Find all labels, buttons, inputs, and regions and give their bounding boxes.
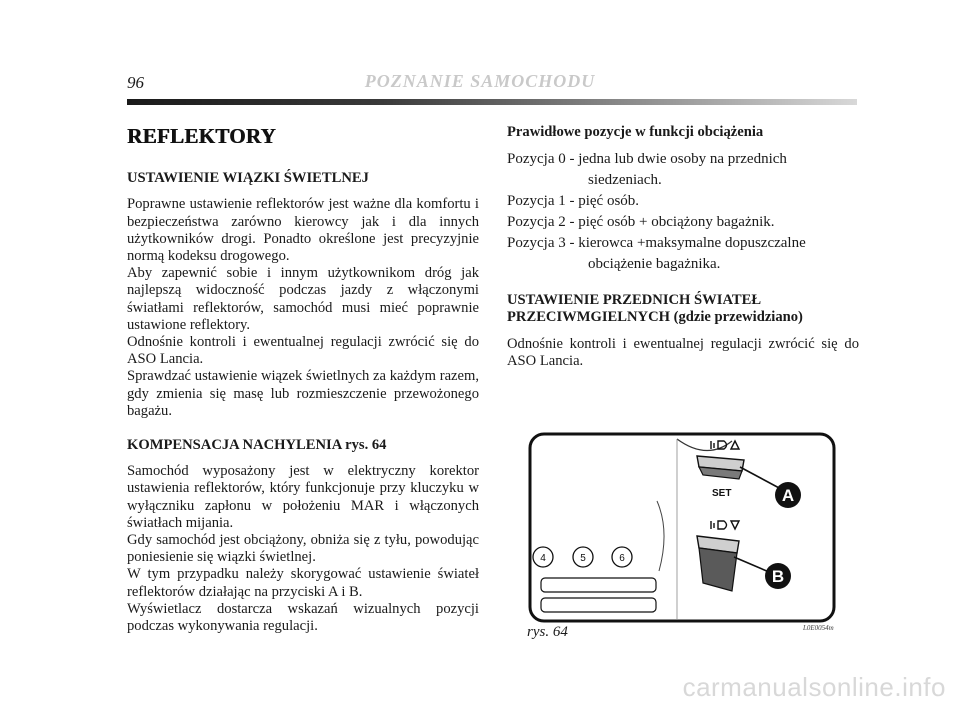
main-heading: REFLEKTORY xyxy=(127,124,276,148)
key-4-label: 4 xyxy=(540,553,546,564)
list-item: Pozycja 3 - kierowca +maksymalne dopuszczalne obciążenie bagażnika. xyxy=(507,235,806,273)
preset-key-6 xyxy=(612,547,632,567)
preset-key-4 xyxy=(533,547,553,567)
left-column xyxy=(127,124,479,635)
header-rule xyxy=(127,99,857,105)
control-panel-illustration xyxy=(527,431,838,627)
list-item: Pozycja 1 - pięć osób. xyxy=(507,193,640,210)
fog-title xyxy=(507,292,859,326)
panel-frame xyxy=(530,434,834,621)
spacer xyxy=(507,275,859,292)
list-item: Pozycja 2 - pięć osób + obciążony bagażnik. xyxy=(507,214,775,231)
page-number: 96 xyxy=(127,73,144,92)
paragraph: Odnośnie kontroli i ewentualnej regulacji zwrócić się do ASO Lancia. xyxy=(127,334,479,368)
button-b-shape[interactable] xyxy=(697,536,739,591)
button-a-shape[interactable] xyxy=(697,456,744,479)
slot-lower xyxy=(541,598,656,612)
slot-upper xyxy=(541,578,656,592)
preset-key-5 xyxy=(573,547,593,567)
callout-a-label: A xyxy=(781,486,795,505)
running-title: POZNANIE SAMOCHODU xyxy=(364,71,596,91)
paragraph: W tym przypadku należy skorygować ustawienie świateł reflektorów działając na przyciski A i B. xyxy=(127,566,479,600)
figure-headlight-control xyxy=(527,431,838,627)
list-item: Pozycja 0 - jedna lub dwie osoby na przednich siedzeniach. xyxy=(507,151,787,189)
fog-title-line: USTAWIENIE PRZEDNICH ŚWIATEŁ xyxy=(507,292,762,309)
paragraph: Odnośnie kontroli i ewentualnej regulacji zwrócić się do ASO Lancia. xyxy=(507,335,859,369)
paragraph: Sprawdzać ustawienie wiązek świetlnych za każdym razem, gdy zmienia się masę lub rozmieszczenie przewożonego bagażu. xyxy=(127,368,479,419)
key-5-label: 5 xyxy=(580,553,586,564)
paragraph: Samochód wyposażony jest w elektryczny korektor ustawienia reflektorów, który funkcjonuje przy kluczyku w wyłączniku zapłonu w położeniu MAR i włączonych światłach mijania. xyxy=(127,463,479,531)
watermark: carmanualsonline.info xyxy=(682,672,946,702)
figure-caption: rys. 64 xyxy=(527,624,568,640)
spacer xyxy=(127,420,479,437)
section-title-beam: USTAWIENIE WIĄZKI ŚWIETLNEJ xyxy=(127,170,369,187)
right-column xyxy=(507,124,859,370)
set-label: SET xyxy=(712,488,732,499)
paragraph: Poprawne ustawienie reflektorów jest ważne dla komfortu i bezpieczeństwa zarówno kierowcy jak i dla innych użytkowników drogi. Ponadto określone jest precyzyjnie normą kodeksu drogowego. xyxy=(127,196,479,265)
paragraph: Gdy samochód jest obciążony, obniża się z tyłu, powodując poniesienie się wiązki świetlnej. xyxy=(127,532,479,566)
key-6-label: 6 xyxy=(619,553,625,564)
paragraph: Aby zapewnić sobie i innym użytkownikom dróg jak najlepszą widoczność podczas jazdy z włączonymi światłami reflektorów, samochód musi mieć poprawnie ustawione reflektory. xyxy=(127,265,479,333)
paragraph: Wyświetlacz dostarcza wskazań wizualnych pozycji podczas wykonywania regulacji. xyxy=(127,600,479,635)
positions-list xyxy=(507,149,859,275)
figure-code: L0E0054m xyxy=(803,624,834,632)
callout-b-label: B xyxy=(771,567,785,586)
fog-title-line: PRZECIWMGIELNYCH (gdzie przewidziano) xyxy=(507,309,803,326)
positions-title: Prawidłowe pozycje w funkcji obciążenia xyxy=(507,124,764,140)
section-title-compensation: KOMPENSACJA NACHYLENIA rys. 64 xyxy=(127,437,387,454)
